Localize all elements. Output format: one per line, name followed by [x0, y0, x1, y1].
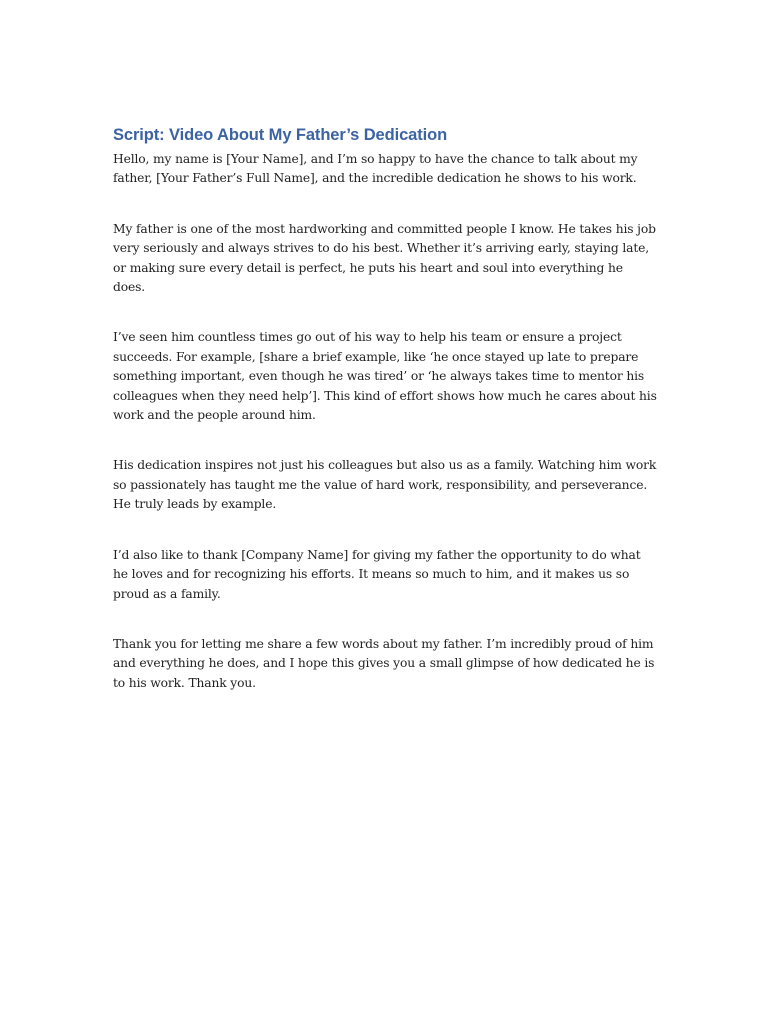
paragraph-inspiration: His dedication inspires not just his colleagues but also us as a family. Watching him work so passionately has taught me the value of hard work, responsibility, and perseverance. He truly leads by example.	[113, 458, 657, 512]
paragraph-closing: Thank you for letting me share a few words about my father. I’m incredibly proud of him and everything he does, and I hope this gives you a small glimpse of how dedicated he is to his work. Thank you.	[113, 636, 655, 690]
paragraph-hardworking: My father is one of the most hardworking and committed people I know. He takes his job very seriously and always strives to do his best. Whether it’s arriving early, staying late, or making sure every detail is perfect, he puts his heart and soul into everything he does.	[113, 221, 656, 295]
document-title: Script: Video About My Father’s Dedication	[113, 126, 448, 144]
paragraph-company-thanks: I’d also like to thank [Company Name] for giving my father the opportunity to do what he loves and for recognizing his efforts. It means so much to him, and it makes us so proud as a family.	[113, 547, 641, 601]
paragraph-example: I’ve seen him countless times go out of his way to help his team or ensure a project succeeds. For example, [share a brief example, like ‘he once stayed up late to prepare something important, even though he was tired’ or ‘he always takes time to mentor his colleagues when they need help’]. This kind of effort shows how much he cares about his work and the people around him.	[113, 330, 657, 423]
document-body	[113, 124, 658, 693]
paragraph-introduction: Hello, my name is [Your Name], and I’m so happy to have the chance to talk about my father, [Your Father’s Full Name], and the incredible dedication he shows to his work.	[113, 152, 638, 186]
